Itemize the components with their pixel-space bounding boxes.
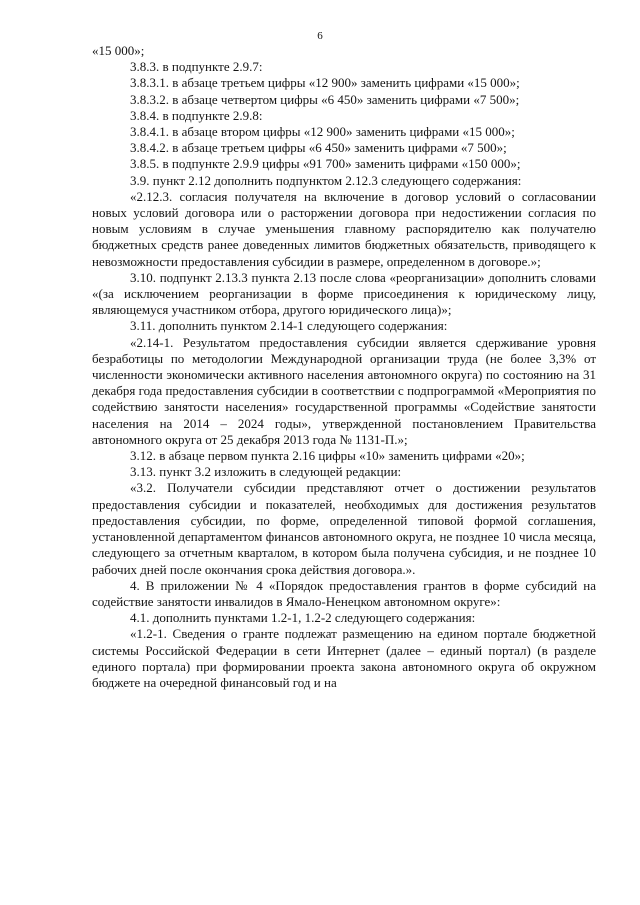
paragraph: 3.13. пункт 3.2 изложить в следующей редакции: xyxy=(130,464,402,480)
paragraph: «1.2-1. Сведения о гранте подлежат размещению на едином портале бюджетной системы Российской Федерации в сети Интернет (далее – единый портал) (в разделе единого портала) при формировании проекта закона автономного округа об окружном бюджете на очередной финансовый год и на xyxy=(92,626,596,690)
paragraph: 3.10. подпункт 2.13.3 пункта 2.13 после слова «реорганизации» дополнить словами «(за исключением реорганизации в форме присоединения к юридическому лицу, являющемуся участником отбора, другого юридического лица)»; xyxy=(92,269,596,318)
page-number: 6 xyxy=(317,30,323,42)
paragraph: 3.11. дополнить пунктом 2.14-1 следующего содержания: xyxy=(130,318,448,334)
paragraph: 3.8.3.2. в абзаце четвертом цифры «6 450» заменить цифрами «7 500»; xyxy=(130,91,520,107)
paragraph: 3.8.3.1. в абзаце третьем цифры «12 900» заменить цифрами «15 000»; xyxy=(130,75,520,91)
paragraph: 3.8.3. в подпункте 2.9.7: xyxy=(130,59,263,75)
paragraph: «15 000»; xyxy=(92,43,145,58)
paragraph: «3.2. Получатели субсидии представляют отчет о достижении результатов предоставления субсидии и показателей, необходимых для достижения результатов предоставления субсидии, по форме, определенной типовой формой соглашения, установленной департаментом финансов автономного округа, не позднее 10 числа месяца, следующего за отчетным кварталом, в котором была получена субсидия, и не позднее 10 рабочих дней после окончания срока действия договора.». xyxy=(92,480,596,577)
paragraph: 3.12. в абзаце первом пункта 2.16 цифры «10» заменить цифрами «20»; xyxy=(130,448,525,464)
paragraph: 4. В приложении № 4 «Порядок предоставления грантов в форме субсидий на содействие занятости инвалидов в Ямало-Ненецком автономном округе»: xyxy=(92,577,596,609)
paragraph: 3.8.5. в подпункте 2.9.9 цифры «91 700» заменить цифрами «150 000»; xyxy=(130,156,521,172)
paragraph: 3.8.4.1. в абзаце втором цифры «12 900» заменить цифрами «15 000»; xyxy=(130,124,515,140)
paragraph: «2.12.3. согласия получателя на включение в договор условий о согласовании новых условий договора или о расторжении договора при недостижении согласия по новым условиям в случае уменьшения главному распорядителю как получателю бюджетных средств ранее доведенных лимитов бюджетных обязательств, приводящего к невозможности предоставления субсидии в размере, определенном в договоре.»; xyxy=(92,188,596,269)
paragraph: 4.1. дополнить пунктами 1.2-1, 1.2-2 следующего содержания: xyxy=(130,610,476,626)
paragraph: «2.14-1. Результатом предоставления субсидии является сдерживание уровня безработицы по методологии Международной организации труда (не более 3,3% от численности экономически активного населения автономного округа) по состоянию на 31 декабря года предоставления субсидии в соответствии с подпрограммой «Мероприятия по содействию занятости населения» государственной программы «Содействие занятости населения на 2014 – 2024 годы», утвержденной постановлением Правительства автономного округа от 25 декабря 2013 года № 1131-П.»; xyxy=(92,334,596,447)
paragraph: 3.9. пункт 2.12 дополнить подпунктом 2.12.3 следующего содержания: xyxy=(130,172,522,188)
paragraph: 3.8.4. в подпункте 2.9.8: xyxy=(130,107,263,123)
document-body xyxy=(92,43,596,691)
paragraph: 3.8.4.2. в абзаце третьем цифры «6 450» заменить цифрами «7 500»; xyxy=(130,140,507,156)
